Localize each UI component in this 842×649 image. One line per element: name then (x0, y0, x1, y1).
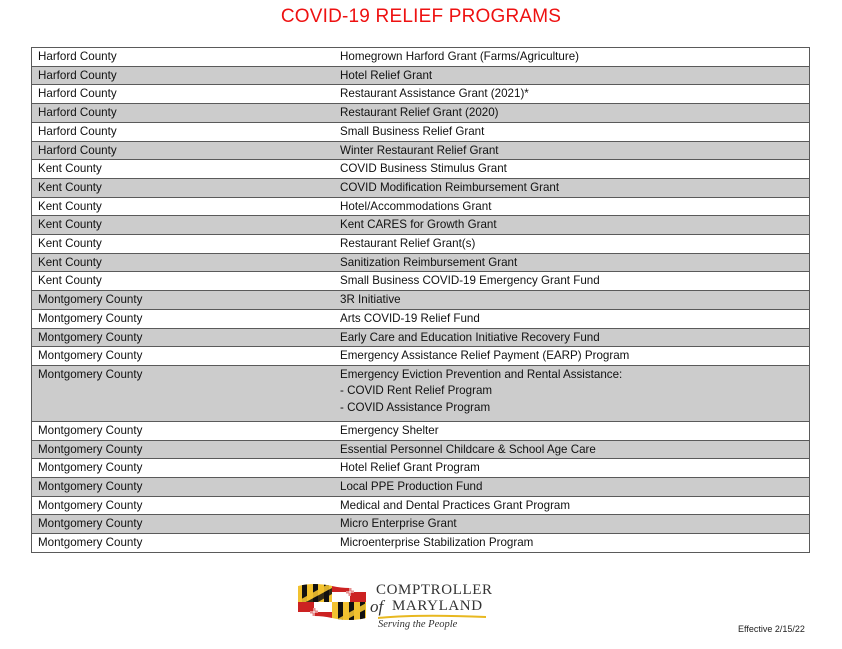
programs-table-body (32, 48, 810, 553)
table-row (32, 309, 810, 328)
table-row (32, 440, 810, 459)
program-name: Homegrown Harford Grant (Farms/Agriculture) (340, 50, 580, 63)
table-row (32, 459, 810, 478)
table-row (32, 515, 810, 534)
program-name: Sanitization Reimbursement Grant (340, 255, 518, 269)
programs-table (31, 47, 810, 553)
county-cell: Montgomery County (38, 367, 143, 381)
table-row (32, 235, 810, 254)
program-cell (334, 440, 810, 459)
table-row (32, 197, 810, 216)
program-cell (334, 309, 810, 328)
county-cell: Montgomery County (38, 330, 143, 344)
table-row (32, 178, 810, 197)
program-name: - COVID Assistance Program (340, 400, 491, 414)
county-cell: Montgomery County (38, 423, 143, 437)
program-cell (334, 178, 810, 197)
logo-tagline: Serving the People (378, 619, 458, 630)
county-cell: Harford County (38, 87, 117, 101)
table-row (32, 478, 810, 497)
program-name: Restaurant Assistance Grant (2021)* (340, 87, 529, 101)
logo-of-text: of (370, 597, 384, 616)
county-cell: Kent County (38, 199, 102, 213)
program-cell (334, 160, 810, 179)
table-row (32, 48, 810, 67)
program-name: Hotel/Accommodations Grant (340, 199, 492, 213)
program-cell (334, 365, 810, 421)
table-row (32, 365, 810, 421)
table-row (32, 291, 810, 310)
program-cell (334, 478, 810, 497)
program-name: Small Business COVID-19 Emergency Grant Fund (340, 274, 600, 288)
program-name: Local PPE Production Fund (340, 480, 483, 494)
program-cell (334, 347, 810, 366)
program-name: Hotel Relief Grant (340, 68, 433, 82)
program-name: Kent CARES for Growth Grant (340, 218, 497, 232)
program-name: Medical and Dental Practices Grant Program (340, 498, 571, 512)
county-cell: Harford County (38, 124, 117, 138)
comptroller-logo (296, 580, 493, 632)
program-cell (334, 291, 810, 310)
table-row (32, 160, 810, 179)
program-name: - COVID Rent Relief Program (340, 384, 493, 398)
program-cell (334, 104, 810, 123)
county-cell: Kent County (38, 218, 102, 232)
table-row (32, 272, 810, 291)
program-name: 3R Initiative (340, 293, 401, 307)
county-cell: Harford County (38, 143, 117, 157)
program-cell (334, 66, 810, 85)
county-cell: Kent County (38, 237, 102, 251)
program-name: COVID Business Stimulus Grant (340, 162, 507, 176)
county-cell: Harford County (38, 106, 117, 120)
program-cell (334, 253, 810, 272)
program-cell (334, 216, 810, 235)
table-row (32, 85, 810, 104)
program-cell (334, 235, 810, 254)
program-name: Micro Enterprise Grant (340, 517, 457, 531)
program-name: Arts COVID-19 Relief Fund (340, 311, 480, 325)
program-name: Hotel Relief Grant Program (340, 461, 480, 475)
program-cell (334, 122, 810, 141)
program-name: Essential Personnel Childcare & School Age Care (340, 442, 596, 456)
maryland-flag-icon (296, 582, 368, 622)
program-cell (334, 421, 810, 440)
county-cell: Montgomery County (38, 461, 143, 475)
program-name: Winter Restaurant Relief Grant (340, 143, 499, 157)
program-cell (334, 85, 810, 104)
table-row (32, 421, 810, 440)
table-row (32, 104, 810, 123)
program-cell (334, 141, 810, 160)
table-row (32, 534, 810, 553)
program-name: COVID Modification Reimbursement Grant (340, 180, 560, 194)
table-row (32, 66, 810, 85)
county-cell: Montgomery County (38, 480, 143, 494)
program-cell (334, 197, 810, 216)
county-cell: Montgomery County (38, 311, 143, 325)
county-cell: Kent County (38, 274, 102, 288)
county-cell: Montgomery County (38, 349, 143, 363)
county-cell: Harford County (38, 50, 117, 63)
logo-comptroller-text: COMPTROLLER (376, 582, 493, 598)
county-cell: Harford County (38, 68, 117, 82)
program-name: Emergency Assistance Relief Payment (EARP) Program (340, 349, 630, 363)
table-row (32, 347, 810, 366)
program-name: Emergency Shelter (340, 423, 439, 437)
county-cell: Kent County (38, 255, 102, 269)
table-row (32, 122, 810, 141)
program-cell (334, 272, 810, 291)
program-cell (334, 328, 810, 347)
program-name: Emergency Eviction Prevention and Rental Assistance: (340, 367, 623, 381)
logo-maryland-text: MARYLAND (392, 598, 483, 614)
program-cell (334, 459, 810, 478)
county-cell: Kent County (38, 162, 102, 176)
program-cell (334, 496, 810, 515)
county-cell: Montgomery County (38, 442, 143, 456)
program-name: Restaurant Relief Grant(s) (340, 237, 476, 251)
program-cell (334, 534, 810, 553)
program-name: Microenterprise Stabilization Program (340, 536, 534, 550)
program-name: Small Business Relief Grant (340, 124, 485, 138)
program-name: Restaurant Relief Grant (2020) (340, 106, 499, 120)
county-cell: Montgomery County (38, 293, 143, 307)
table-row (32, 496, 810, 515)
program-name: Early Care and Education Initiative Recovery Fund (340, 330, 600, 344)
program-cell (334, 515, 810, 534)
effective-date: Effective 2/15/22 (738, 624, 805, 634)
table-row (32, 253, 810, 272)
page-title: COVID-19 RELIEF PROGRAMS (280, 6, 562, 27)
table-row (32, 328, 810, 347)
table-row (32, 216, 810, 235)
county-cell: Montgomery County (38, 536, 143, 550)
county-cell: Montgomery County (38, 517, 143, 531)
county-cell: Montgomery County (38, 498, 143, 512)
table-row (32, 141, 810, 160)
county-cell: Kent County (38, 180, 102, 194)
program-cell (334, 48, 810, 67)
